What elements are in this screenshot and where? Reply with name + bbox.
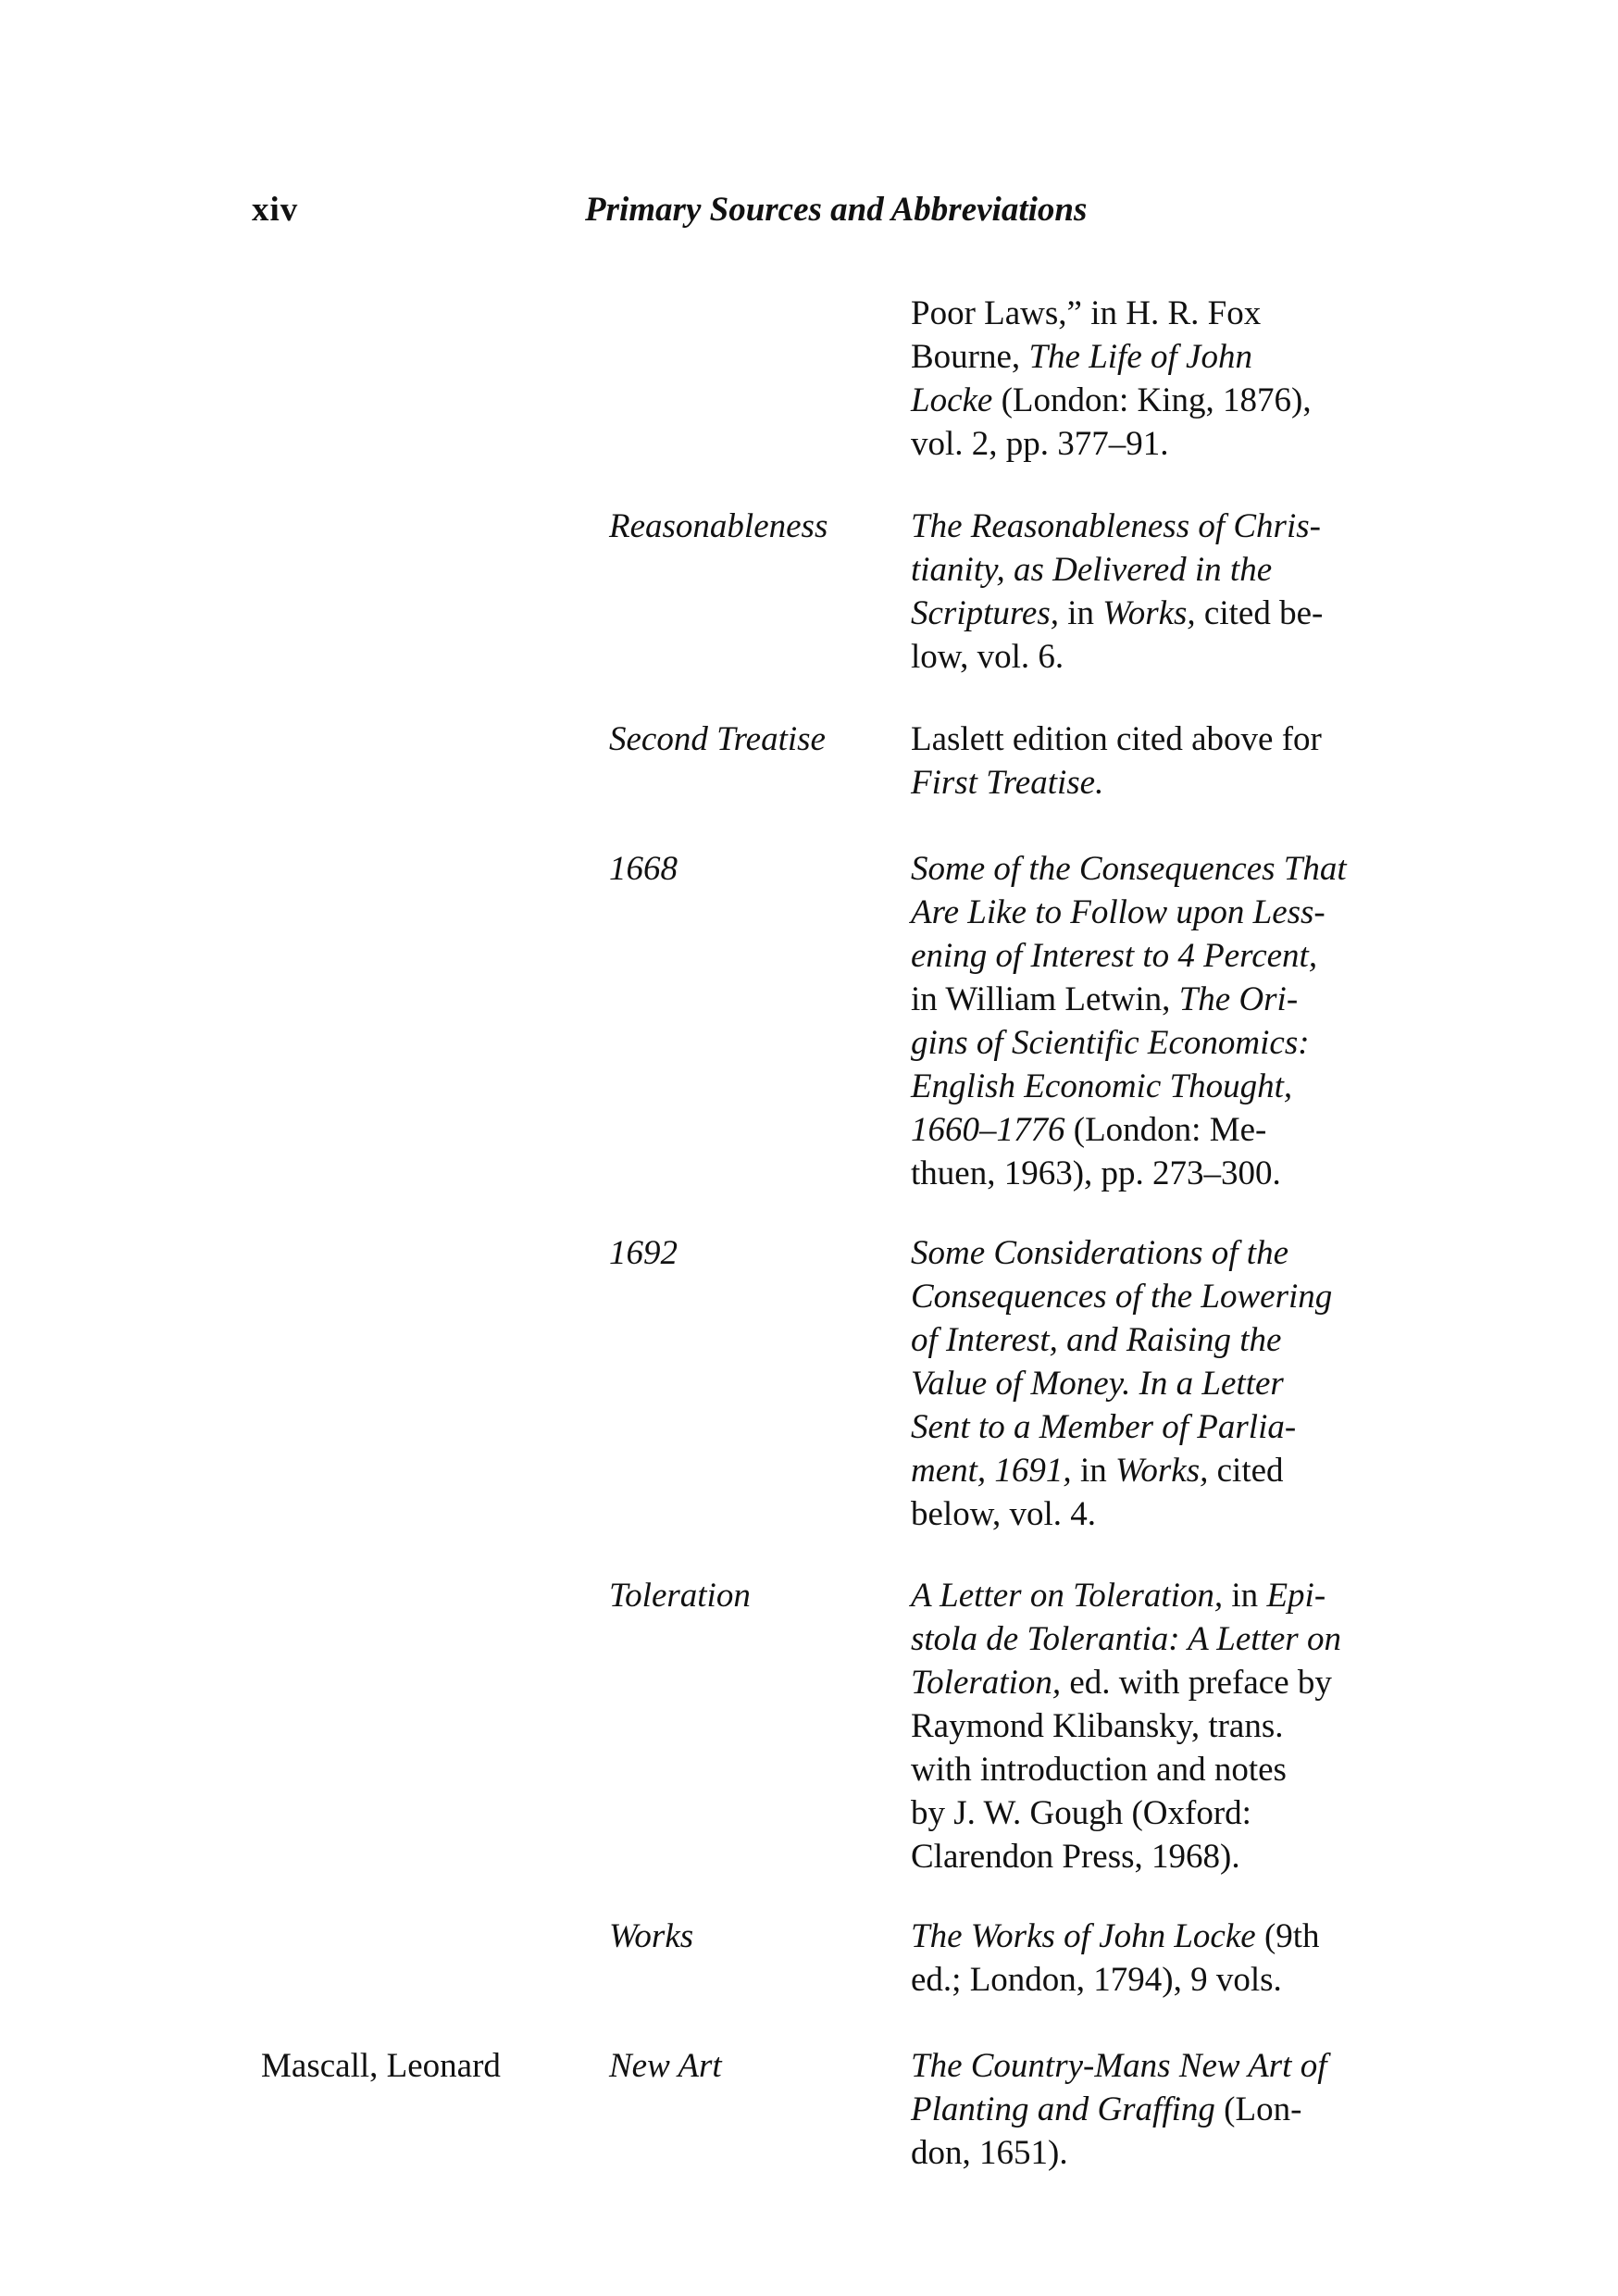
citation-line: [911, 292, 1401, 335]
citation-line: [911, 505, 1401, 548]
abbreviation: Reasonableness: [609, 507, 828, 545]
citation-line: [911, 1915, 1401, 1958]
citation-text: The Life of John: [1028, 338, 1252, 376]
citation-text: Clarendon Press, 1968).: [911, 1838, 1240, 1876]
citation-text: Scriptures,: [911, 594, 1059, 632]
citation-text: Raymond Klibansky, trans.: [911, 1707, 1284, 1745]
citation-line: [911, 1065, 1401, 1108]
citation-text: English Economic Thought,: [911, 1067, 1293, 1105]
citation-text: Works,: [1114, 1452, 1209, 1490]
citation-line: [911, 1405, 1401, 1449]
citation-text: vol. 2, pp. 377–91.: [911, 425, 1169, 463]
citation-text: Epi-: [1266, 1577, 1326, 1615]
citation-text: in: [1058, 594, 1103, 632]
citation-line: [911, 635, 1401, 679]
citation-line: [911, 891, 1401, 934]
citation-text: Locke: [911, 381, 993, 419]
citation-text: thuen, 1963), pp. 273–300.: [911, 1154, 1281, 1192]
citation-line: [911, 1362, 1401, 1405]
citation-line: [911, 1574, 1401, 1617]
citation-line: [911, 1835, 1401, 1878]
page-header: [0, 190, 1618, 245]
citation-text: cited be-: [1195, 594, 1324, 632]
citation-line: [911, 1021, 1401, 1065]
citation-text: Value of Money. In a Letter: [911, 1365, 1284, 1403]
abbreviation: Works: [609, 1917, 694, 1955]
citation-text: don, 1651).: [911, 2134, 1068, 2172]
citation: [911, 847, 1401, 1195]
citation: [911, 292, 1401, 466]
citation-text: The Works of John Locke: [911, 1917, 1256, 1955]
citation-text: in: [1223, 1577, 1267, 1615]
citation-text: (London: King, 1876),: [992, 381, 1312, 419]
citation-text: Works,: [1102, 594, 1196, 632]
citation-line: [911, 422, 1401, 466]
citation-text: with introduction and notes: [911, 1751, 1287, 1789]
citation-text: ed. with preface by: [1061, 1664, 1332, 1702]
citation-text: in: [1071, 1452, 1115, 1490]
citation-line: [911, 1152, 1401, 1195]
citation-text: Poor Laws,” in H. R. Fox: [911, 294, 1262, 332]
citation: [911, 505, 1401, 679]
citation-line: [911, 2088, 1401, 2131]
citation-text: Are Like to Follow upon Less-: [911, 893, 1326, 931]
citation-text: Sent to a Member of Parlia-: [911, 1408, 1297, 1446]
citation-line: [911, 2131, 1401, 2175]
citation-line: [911, 1617, 1401, 1661]
citation: [911, 1915, 1401, 2002]
citation-text: The Reasonableness of Chris-: [911, 507, 1321, 545]
abbreviation: Toleration: [609, 1577, 751, 1615]
citation-line: [911, 978, 1401, 1021]
citation-line: [911, 1748, 1401, 1791]
citation-text: Some Considerations of the: [911, 1234, 1289, 1272]
citation-text: ening of Interest to 4 Percent,: [911, 937, 1318, 975]
citation-text: Laslett edition cited above for: [911, 720, 1322, 758]
citation-line: [911, 847, 1401, 891]
citation-text: A Letter on Toleration,: [911, 1577, 1224, 1615]
citation-line: [911, 548, 1401, 592]
citation-text: (Lon-: [1214, 2090, 1302, 2128]
citation-text: in William Letwin,: [911, 980, 1179, 1018]
citation-line: [911, 934, 1401, 978]
citation-line: [911, 1318, 1401, 1362]
citation-text: Bourne,: [911, 338, 1029, 376]
citation-text: Consequences of the Lowering: [911, 1278, 1333, 1316]
citation-line: [911, 1275, 1401, 1318]
citation-line: [911, 335, 1401, 379]
citation-line: [911, 761, 1401, 805]
citation-text: tianity, as Delivered in the: [911, 551, 1273, 589]
citation-text: of Interest, and Raising the: [911, 1321, 1282, 1359]
citation: [911, 1574, 1401, 1878]
citation: [911, 1231, 1401, 1536]
citation-line: [911, 592, 1401, 635]
citation-line: [911, 1958, 1401, 2002]
citation-line: [911, 1791, 1401, 1835]
citation-line: [911, 1661, 1401, 1704]
citation-line: [911, 1108, 1401, 1152]
citation-text: 1660–1776: [911, 1111, 1065, 1149]
citation-line: [911, 1704, 1401, 1748]
citation-text: ed.; London, 1794), 9 vols.: [911, 1961, 1282, 1999]
citation-line: [911, 718, 1401, 761]
running-head: Primary Sources and Abbreviations: [585, 191, 1088, 229]
citation-text: Planting and Graffing: [911, 2090, 1215, 2128]
citation-line: [911, 379, 1401, 422]
citation-line: [911, 1231, 1401, 1275]
abbreviation: Second Treatise: [609, 720, 826, 758]
citation-text: gins of Scientific Economics:: [911, 1024, 1310, 1062]
citation: [911, 718, 1401, 805]
page-number: xiv: [252, 191, 299, 229]
citation-line: [911, 1449, 1401, 1492]
abbreviation: 1692: [609, 1234, 678, 1272]
citation-line: [911, 2044, 1401, 2088]
citation: [911, 2044, 1401, 2175]
abbreviation: 1668: [609, 850, 678, 888]
citation-text: ment, 1691,: [911, 1452, 1072, 1490]
citation-text: (London: Me-: [1064, 1111, 1267, 1149]
abbreviation: New Art: [609, 2047, 722, 2085]
citation-text: Toleration,: [911, 1664, 1062, 1702]
citation-text: Some of the Consequences That: [911, 850, 1347, 888]
citation-line: [911, 1492, 1401, 1536]
citation-text: The Country-Mans New Art of: [911, 2047, 1327, 2085]
citation-text: stola de Tolerantia: A Letter on: [911, 1620, 1341, 1658]
citation-text: low, vol. 6.: [911, 638, 1064, 676]
author-name: Mascall, Leonard: [261, 2047, 501, 2085]
citation-text: First Treatise.: [911, 764, 1104, 802]
citation-text: (9th: [1255, 1917, 1320, 1955]
citation-text: cited: [1208, 1452, 1284, 1490]
citation-text: The Ori-: [1178, 980, 1299, 1018]
citation-text: below, vol. 4.: [911, 1495, 1097, 1533]
citation-text: by J. W. Gough (Oxford:: [911, 1794, 1251, 1832]
